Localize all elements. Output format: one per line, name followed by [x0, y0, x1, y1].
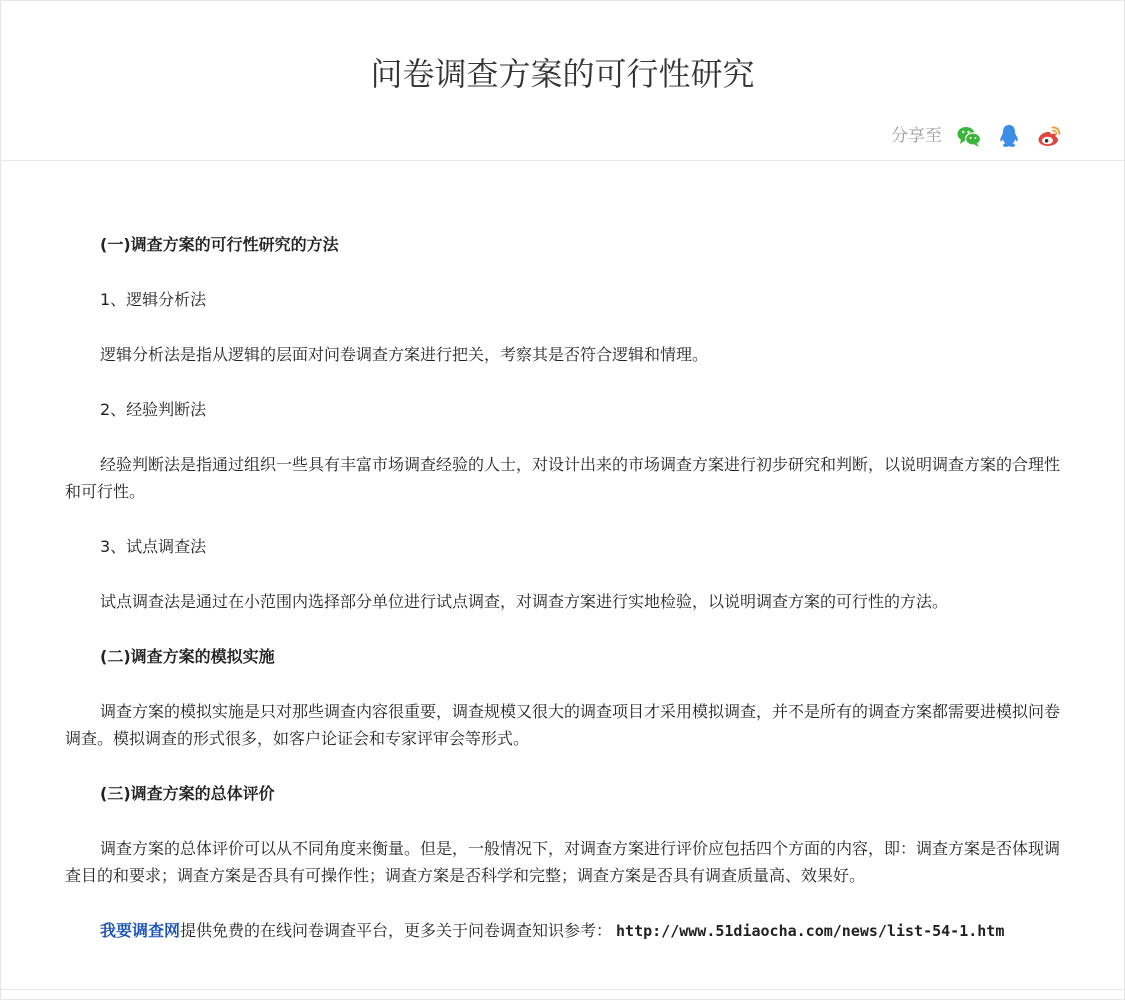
- article-body: [65, 231, 1063, 973]
- section-heading-1: (一)调查方案的可行性研究的方法: [100, 235, 339, 254]
- paragraph-3: 试点调查法是通过在小范围内选择部分单位进行试点调查，对调查方案进行实地检验，以说明调查方案的可行性的方法。: [100, 592, 949, 611]
- method-item-3: 3、试点调查法: [100, 537, 207, 556]
- qq-icon[interactable]: [996, 123, 1022, 149]
- page-title: 问卷调查方案的可行性研究: [370, 55, 755, 93]
- paragraph-4: 调查方案的模拟实施是只对那些调查内容很重要，调查规模又很大的调查项目才采用模拟调查，并不是所有的调查方案都需要进模拟问卷调查。模拟调查的形式很多，如客户论证会和专家评审会等形式。: [65, 702, 1061, 748]
- reference-url: http://www.51diaocha.com/news/list-54-1.htm: [616, 922, 1005, 940]
- method-item-1: 1、逻辑分析法: [100, 290, 207, 309]
- paragraph-2: 经验判断法是指通过组织一些具有丰富市场调查经验的人士，对设计出来的市场调查方案进行初步研究和判断，以说明调查方案的合理性和可行性。: [65, 455, 1061, 501]
- method-item-2: 2、经验判断法: [100, 400, 207, 419]
- wechat-icon[interactable]: [956, 123, 982, 149]
- weibo-icon[interactable]: [1036, 123, 1062, 149]
- share-label: 分享至: [891, 126, 942, 146]
- section-heading-3: (三)调查方案的总体评价: [100, 784, 275, 803]
- footer-paragraph: [65, 917, 1063, 945]
- bottom-divider: [1, 989, 1124, 990]
- article-header: [1, 1, 1124, 161]
- footer-text: 提供免费的在线问卷调查平台，更多关于问卷调查知识参考：: [180, 921, 613, 940]
- paragraph-5: 调查方案的总体评价可以从不同角度来衡量。但是，一般情况下，对调查方案进行评价应包括四个方面的内容，即：调查方案是否体现调查目的和要求；调查方案是否具有可操作性；调查方案是否科学和完整；调查方案是否具有调查质量高、效果好。: [65, 839, 1061, 885]
- paragraph-1: 逻辑分析法是指从逻辑的层面对问卷调查方案进行把关，考察其是否符合逻辑和情理。: [100, 345, 709, 364]
- share-bar: [891, 121, 1062, 151]
- site-link[interactable]: 我要调查网: [100, 921, 181, 940]
- section-heading-2: (二)调查方案的模拟实施: [100, 647, 275, 666]
